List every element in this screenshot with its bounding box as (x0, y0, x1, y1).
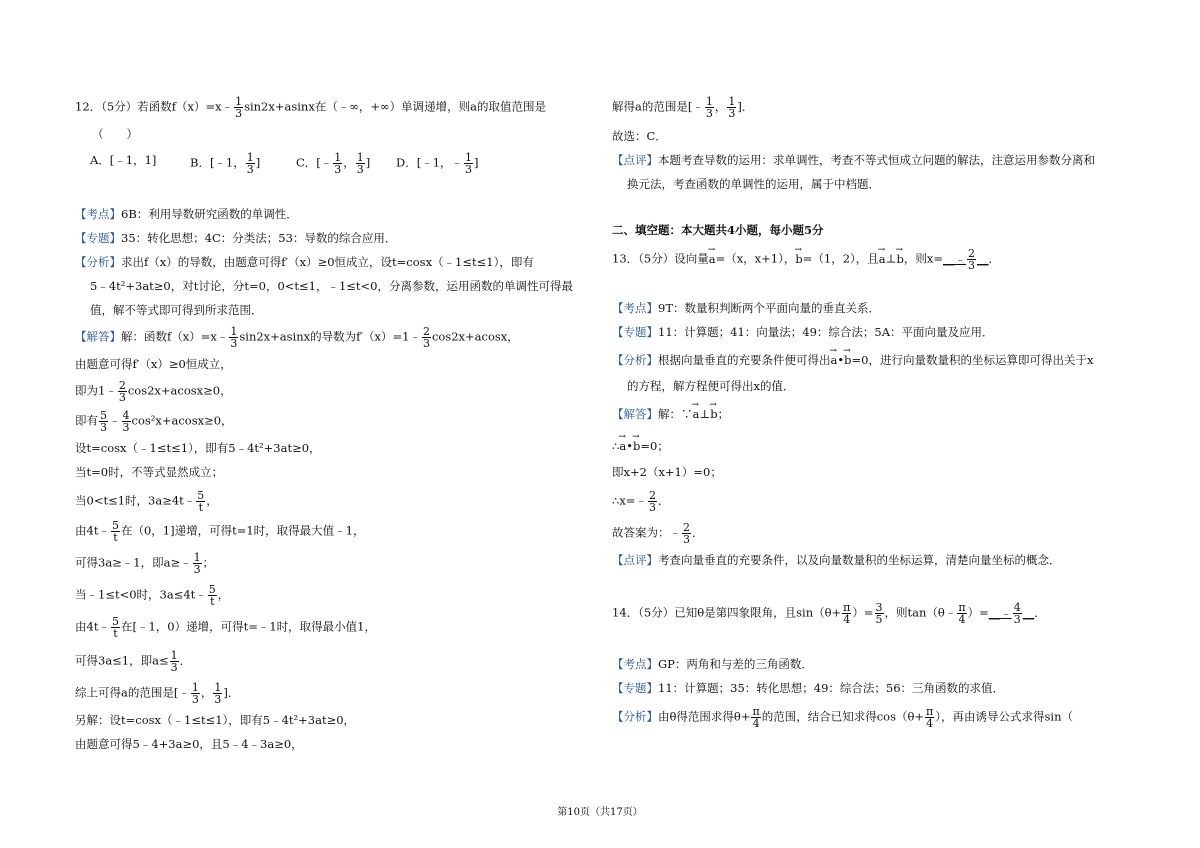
q13-kaodian: 【考点】9T：数量积判断两个平面向量的垂直关系． (612, 301, 880, 315)
q14-zhuanti: 【专题】11：计算题；35：转化思想；49：综合法；56：三角函数的求值． (612, 681, 1005, 695)
q12-line: 当t=0时，不等式显然成立； (75, 465, 224, 479)
q13-fenxi-line2: 的方程，解方程便可得出x的值． (627, 379, 795, 393)
q12-line: 当0<t≤1时，3a≥4t﹣ $\frac{5}{t}$ ， (75, 489, 218, 514)
q12-line: 即有 $\frac{5}{3}$ ﹣ $\frac{4}{3}$ cos²x+acosx≥0， (75, 409, 233, 434)
q13-line: ∴x=﹣ $\frac{2}{3}$ ． (612, 489, 670, 514)
q12-fenxi-line2: 5﹣4t²+3at≥0，对t讨论，分t=0，0<t≤1，﹣1≤t<0，分离参数，运用函数的单调性可得最 (90, 279, 573, 293)
page-footer: 第10页（共17页） (557, 807, 643, 818)
q12-stem: 12．（5分）若函数f（x）=x﹣ $\frac{1}{3}$ sin2x+asinx在（﹣∞，+∞）单调递增，则a的取值范围是 (75, 95, 546, 120)
q12-paren: （ ） (92, 127, 138, 141)
q12-jieda: 【解答】解：函数f（x）=x﹣ $\frac{1}{3}$ sin2x+asinx的导数为f′（x）=1﹣ $\frac{2}{3}$ cos2x+acosx， (75, 325, 519, 350)
q12-line: 由题意可得f′（x）≥0恒成立， (75, 357, 232, 371)
q13-stem: 13．（5分）设向量→ a=（x，x+1），→ b=（1，2），且→ a⊥→ b，则x=__﹣ $\frac{2}{3}$ __． (612, 248, 1000, 271)
r-line: 解得a的范围是[﹣ $\frac{1}{3}$ ， $\frac{1}{3}$ ]． (612, 95, 754, 120)
q12-line: 即为1﹣ $\frac{2}{3}$ cos2x+acosx≥0， (75, 379, 232, 404)
q12-line: 设t=cosx（﹣1≤t≤1），即有5﹣4t²+3at≥0， (75, 441, 321, 455)
q12-kaodian: 【考点】6B：利用导数研究函数的单调性． (75, 207, 298, 221)
r-line: 故选：C． (612, 129, 667, 143)
q12-dianping: 【点评】本题考查导数的运用：求单调性，考查不等式恒成立问题的解法，注意运用参数分离和 (612, 153, 1095, 167)
q13-jieda: 【解答】解：∵→ a⊥→ b； (612, 406, 729, 422)
section-heading: 二、填空题：本大题共4小题，每小题5分 (612, 223, 824, 237)
q14-stem: 14．（5分）已知θ是第四象限角，且sin（θ+ $\frac{\pi}{4}$ ）= $\frac{3}{5}$ ，则tan（θ﹣ $\frac{\pi}{4}$ ）=__﹣ $\frac{4}{3}$ __． (612, 601, 1046, 626)
q12-line: 当﹣1≤t<0时，3a≤4t﹣ $\frac{5}{t}$ ， (75, 583, 230, 608)
q12-line: 综上可得a的范围是[﹣ $\frac{1}{3}$ ， $\frac{1}{3}$ ]． (75, 681, 240, 706)
q12-line: 可得3a≥﹣1，即a≥﹣ $\frac{1}{3}$ ； (75, 551, 215, 576)
q13-fenxi: 【分析】根据向量垂直的充要条件便可得出→ a•→ b=0，进行向量数量积的坐标运算即可得出关于x (612, 352, 1093, 368)
q12-line: 由题意可得5﹣4+3a≥0，且5﹣4﹣3a≥0， (75, 737, 303, 751)
q12-line: 由4t﹣ $\frac{5}{t}$ 在[﹣1，0）递增，可得t=﹣1时，取得最小值1， (75, 615, 376, 640)
q12-line: 另解：设t=cosx（﹣1≤t≤1），即有5﹣4t²+3at≥0， (75, 713, 356, 727)
q13-line: 即x+2（x+1）=0； (612, 465, 722, 479)
q12-line: 可得3a≤1，即a≤ $\frac{1}{3}$ ． (75, 649, 192, 674)
q12-option-a: A．[﹣1，1] (90, 153, 157, 167)
q13-zhuanti: 【专题】11：计算题；41：向量法；49：综合法；5A：平面向量及应用． (612, 325, 994, 339)
q12-fenxi: 【分析】求出f（x）的导数，由题意可得f′（x）≥0恒成立，设t=cosx（﹣1≤t≤1），即有 (75, 255, 534, 269)
q12-option-b: B．[﹣1， $\frac{1}{3}$ ] (190, 151, 261, 176)
fraction: $\frac{1}{3}$ (235, 95, 243, 120)
q13-line: ∴→ a•→ b=0； (612, 438, 669, 454)
q12-option-c: C．[﹣ $\frac{1}{3}$ ， $\frac{1}{3}$ ] (296, 151, 371, 176)
q12-zhuanti: 【专题】35：转化思想；4C：分类法；53：导数的综合应用． (75, 231, 397, 245)
q14-kaodian: 【考点】GP：两角和与差的三角函数． (612, 657, 813, 671)
q12-fenxi-line3: 值，解不等式即可得到所求范围． (90, 303, 263, 317)
q13-dianping: 【点评】考查向量垂直的充要条件，以及向量数量积的坐标运算，清楚向量坐标的概念． (612, 553, 1061, 567)
q13-line: 故答案为：﹣ $\frac{2}{3}$ ． (612, 521, 704, 546)
q12-line: 由4t﹣ $\frac{5}{t}$ 在（0，1]递增，可得t=1时，取得最大值﹣1， (75, 519, 365, 544)
q12-option-d: D．[﹣1，﹣ $\frac{1}{3}$ ] (396, 151, 479, 176)
q12-dianping-line2: 换元法，考查函数的单调性的运用，属于中档题． (627, 177, 880, 191)
q14-fenxi: 【分析】由θ得范围求得θ+ $\frac{\pi}{4}$ 的范围，结合已知求得cos（θ+ $\frac{\pi}{4}$ ），再由诱导公式求得sin（ (612, 705, 1074, 730)
